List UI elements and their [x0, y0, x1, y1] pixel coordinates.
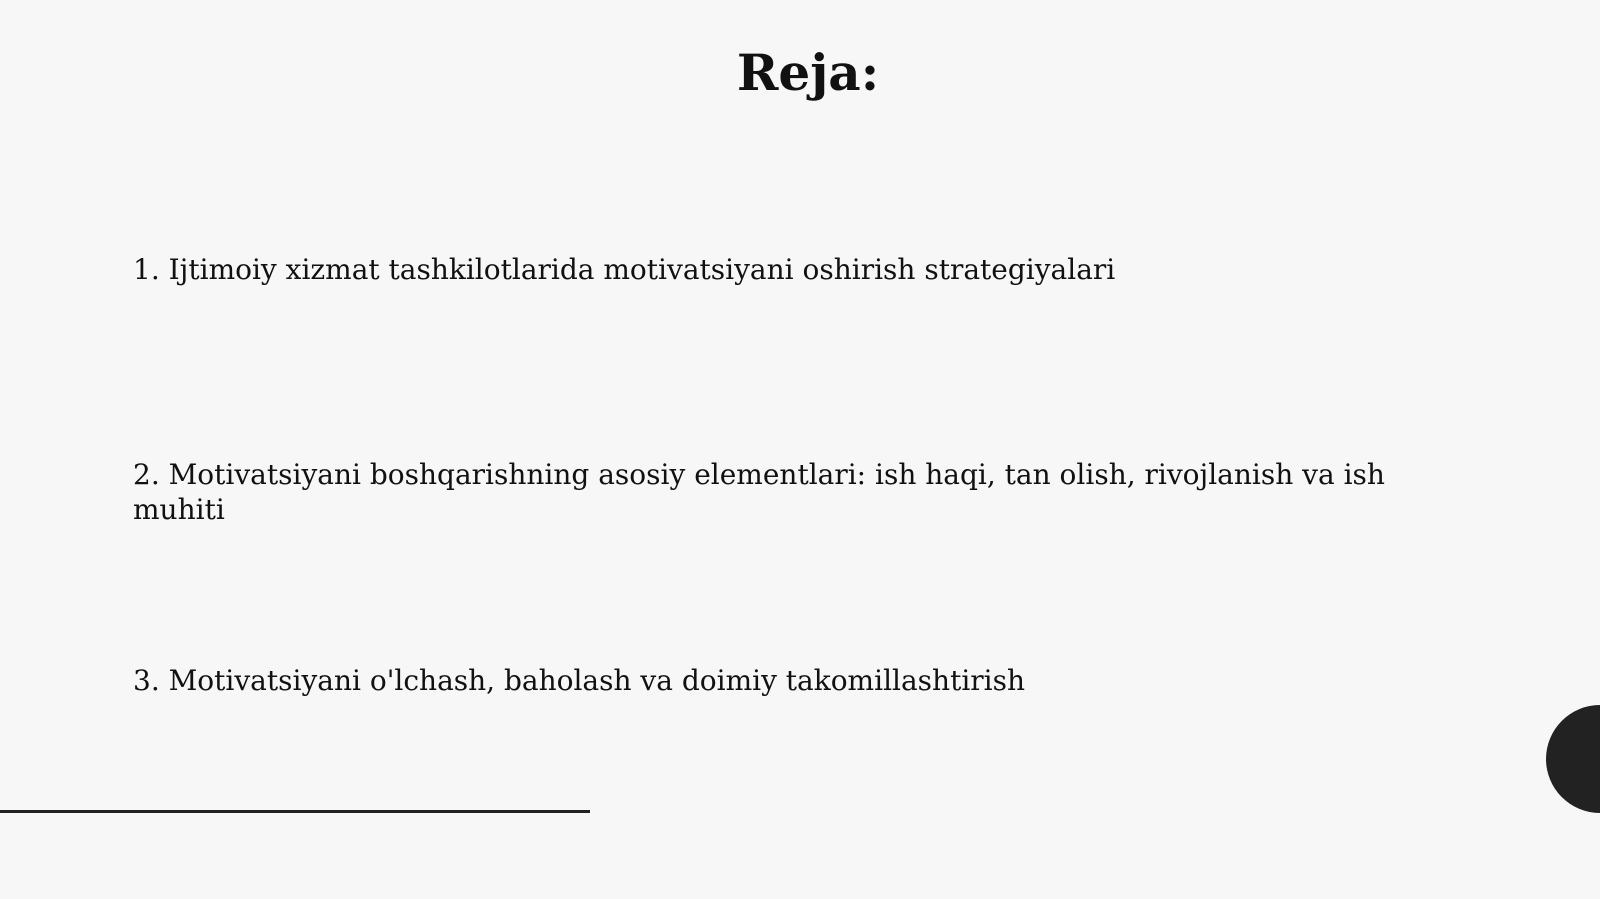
slide-title: Reja: — [736, 43, 880, 102]
plan-item-2: 2. Motivatsiyani boshqarishning asosiy elementlari: ish haqi, tan olish, rivojlanish va ish muhiti — [133, 458, 1385, 526]
decorative-circle-shape — [1546, 705, 1600, 813]
decorative-divider-line — [0, 810, 590, 813]
plan-item-1: 1. Ijtimoiy xizmat tashkilotlarida motivatsiyani oshirish strategiyalari — [133, 253, 1116, 286]
plan-item-3: 3. Motivatsiyani o'lchash, baholash va doimiy takomillashtirish — [133, 664, 1026, 697]
